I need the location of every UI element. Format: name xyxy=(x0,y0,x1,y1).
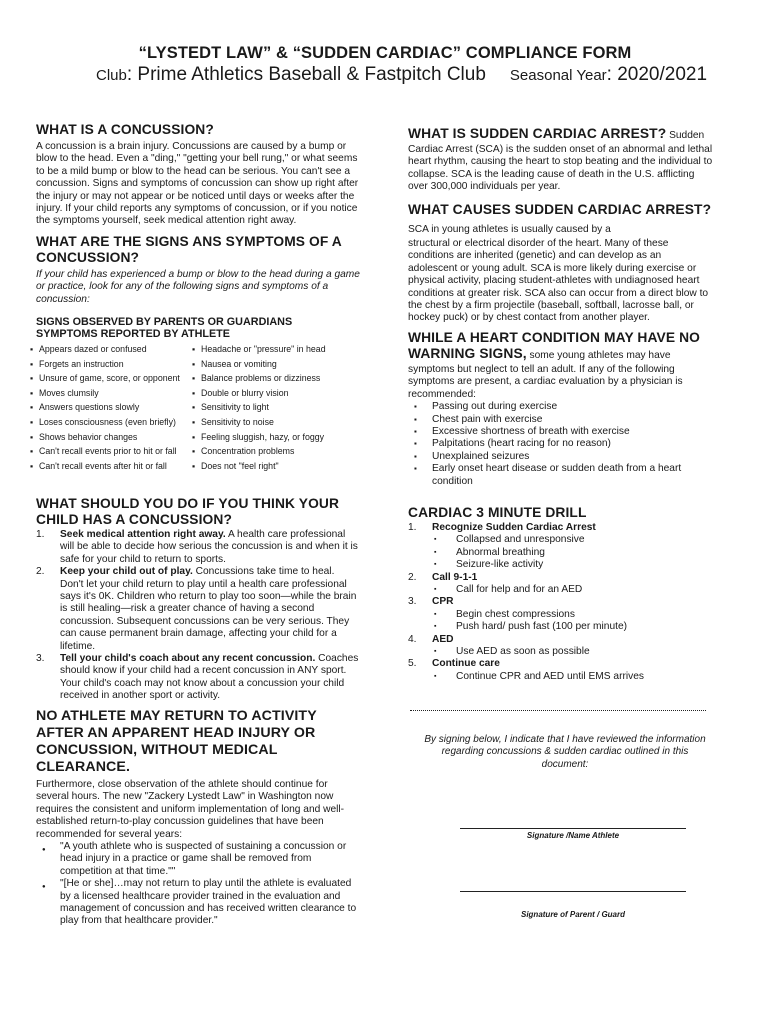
list-item-label: Double or blurry vision xyxy=(201,387,289,398)
causes-heading-block xyxy=(408,202,713,238)
list-item xyxy=(408,401,713,413)
list-item xyxy=(192,446,362,457)
warning-body: symptoms but neglect to tell an adult. If any of the following symptoms are present, a cardiac evaluation by a physician is recommended: xyxy=(408,364,683,400)
bullet-icon: ● xyxy=(42,847,46,854)
list-item xyxy=(408,534,713,546)
list-item-label: Appears dazed or confused xyxy=(39,344,147,354)
list-item xyxy=(30,402,188,413)
list-item xyxy=(408,559,713,571)
list-item-label: Forgets an instruction xyxy=(39,358,124,369)
drill-step xyxy=(408,596,713,608)
what-to-do-section xyxy=(36,496,360,703)
warning-heading-tail: some young athletes may have xyxy=(526,350,671,361)
list-item xyxy=(30,388,188,399)
what-to-do-list xyxy=(36,529,360,703)
list-item-label: Shows behavior changes xyxy=(39,431,138,442)
list-item xyxy=(192,417,362,428)
list-item xyxy=(36,878,360,928)
bullet-icon: ▪ xyxy=(30,402,34,413)
list-item-title: Keep your child out of play. xyxy=(60,566,193,578)
bullet-icon: ▪ xyxy=(434,586,437,594)
club-label: Club xyxy=(96,67,127,84)
bullet-icon: ▪ xyxy=(30,460,34,471)
list-item-label: Use AED as soon as possible xyxy=(456,646,590,658)
signs-intro: If your child has experienced a bump or blow to the head during a game or practice, look for any of the following signs and symptoms of a concussion: xyxy=(36,269,360,305)
list-item-label: Push hard/ push fast (100 per minute) xyxy=(456,621,628,633)
signs-subheading: SIGNS OBSERVED BY PARENTS OR GUARDIANS SYMPTOMS REPORTED BY ATHLETE xyxy=(36,316,293,341)
list-item-text: Concussions take time to heal. Don't let your child return to play until a health care professional says it's 0K. Children who return to play too soon—while the brain is still healing—risk a greater chance of having a second concussion. Subsequent concussions can be very serious. They can cause permanent brain damage, affecting your child for a lifetime. xyxy=(60,566,357,652)
list-item xyxy=(30,417,188,428)
signs-subheading-block xyxy=(36,316,336,341)
list-item-label: Passing out during exercise xyxy=(432,401,558,413)
sca-heading-tail: Sudden xyxy=(666,130,705,141)
drill-step-label: Continue care xyxy=(432,658,500,670)
bullet-icon: ▪ xyxy=(434,623,437,631)
list-item xyxy=(192,359,362,370)
list-item-text: A health care professional will be able to decide how serious the concussion is and when it is safe for your child to return to sports. xyxy=(60,529,358,565)
no-return-section xyxy=(36,708,360,928)
list-item xyxy=(30,359,188,370)
list-item-label: Does not "feel right" xyxy=(201,460,279,471)
drill-heading: CARDIAC 3 MINUTE DRILL xyxy=(408,505,587,520)
list-item-label: Collapsed and unresponsive xyxy=(456,534,585,546)
bullet-icon: ▪ xyxy=(30,431,34,442)
sca-body: Cardiac Arrest (SCA) is the sudden onset of an abnormal and lethal heart rhythm, causing the heart to stop beating and the individual to collapse. SCA is the leading cause of death in the U.S. afflicting over 300,000 individuals per year. xyxy=(408,144,713,193)
causes-heading-tail: SCA in young athletes is usually caused by a xyxy=(408,224,611,235)
list-item-label: Continue CPR and AED until EMS arrives xyxy=(456,670,644,682)
bullet-icon: ▪ xyxy=(414,451,417,461)
year-value: : 2020/2021 xyxy=(606,64,708,85)
list-item xyxy=(30,446,188,457)
warning-heading: WHILE A HEART CONDITION MAY HAVE NO WARNING SIGNS, xyxy=(408,330,700,361)
bullet-icon: ▪ xyxy=(434,536,437,544)
bullet-icon: ▪ xyxy=(30,417,34,427)
drill-step-label: CPR xyxy=(432,596,454,608)
list-item-label: "[He or she]…may not return to play until the athlete is evaluated by a licensed healthcare provider trained in the evaluation and management of concussion and has received written clearance to play from that healthcare provider." xyxy=(60,878,357,927)
drill-step-number: 4. xyxy=(408,633,417,645)
bullet-icon: ▪ xyxy=(414,464,417,474)
bullet-icon: ● xyxy=(42,884,46,891)
drill-step-number: 2. xyxy=(408,571,417,583)
list-item-number: 3. xyxy=(36,653,45,665)
no-return-bullets xyxy=(36,841,360,928)
list-item-label: Palpitations (heart racing for no reason) xyxy=(432,438,611,450)
list-item xyxy=(408,671,713,683)
form-title: “LYSTEDT LAW” & “SUDDEN CARDIAC” COMPLIANCE FORM xyxy=(138,44,632,62)
list-item-label: Balance problems or dizziness xyxy=(201,373,321,384)
list-item-label: Answers questions slowly xyxy=(39,402,140,413)
bullet-icon: ▪ xyxy=(434,548,437,556)
list-item-label: Can't recall events after hit or fall xyxy=(39,460,167,471)
list-item xyxy=(36,566,360,653)
list-item xyxy=(192,373,362,384)
list-item xyxy=(408,414,713,426)
drill-step-number: 5. xyxy=(408,658,417,670)
bullet-icon: ▪ xyxy=(192,402,196,413)
drill-list xyxy=(408,522,713,683)
list-item xyxy=(36,653,360,703)
list-item xyxy=(36,529,360,566)
bullet-icon: ▪ xyxy=(434,648,437,656)
concussion-heading: WHAT IS A CONCUSSION? xyxy=(36,122,214,137)
bullet-icon: ▪ xyxy=(192,373,196,384)
drill-step xyxy=(408,522,713,534)
list-item xyxy=(30,432,188,443)
bullet-icon: ▪ xyxy=(434,561,437,569)
causes-heading: WHAT CAUSES SUDDEN CARDIAC ARREST? xyxy=(408,202,712,217)
parent-signature-label: Signature of Parent / Guard xyxy=(520,910,625,919)
bullet-icon: ▪ xyxy=(434,610,437,618)
list-item-label: Can't recall events prior to hit or fall xyxy=(39,446,177,457)
drill-step xyxy=(408,658,713,670)
signs-section xyxy=(36,234,360,306)
bullet-icon: ▪ xyxy=(192,344,196,354)
list-item-label: Call for help and for an AED xyxy=(456,584,583,596)
list-item xyxy=(408,451,713,463)
list-item-label: Loses consciousness (even briefly) xyxy=(39,417,176,427)
list-item xyxy=(192,388,362,399)
list-item-text: Coaches should know if your child had a recent concussion in ANY sport. Your child's coach may not know about a concussion your child received in another sport or activity. xyxy=(60,653,359,702)
bullet-icon: ▪ xyxy=(30,344,34,354)
bullet-icon: ▪ xyxy=(192,460,196,471)
what-to-do-heading: WHAT SHOULD YOU DO IF YOU THINK YOUR CHILD HAS A CONCUSSION? xyxy=(36,496,340,527)
drill-step-label: AED xyxy=(432,633,454,645)
list-item-label: Headache or "pressure" in head xyxy=(201,344,326,354)
list-item-number: 1. xyxy=(36,529,45,540)
athlete-signature-label: Signature /Name Athlete xyxy=(526,831,620,840)
list-item-label: Sensitivity to light xyxy=(201,402,269,413)
bullet-icon: ▪ xyxy=(414,414,417,424)
drill-step-label: Call 9-1-1 xyxy=(432,571,478,583)
causes-body: structural or electrical disorder of the heart. Many of these conditions are inherited (genetic) and can develop as an adolescent or young adult. SCA is more likely during exercise or physical activity, placing student-athletes with undiagnosed heart conditions at greater risk. SCA also can occur from a direct blow to the chest by a firm projectile (baseball, softball, lacrosse ball, or hockey puck) or by chest contact from another player. xyxy=(408,238,709,324)
bullet-icon: ▪ xyxy=(192,417,196,427)
list-item xyxy=(30,373,188,384)
list-item xyxy=(192,432,362,443)
bullet-icon: ▪ xyxy=(434,672,437,680)
list-item-label: Seizure-like activity xyxy=(456,559,544,571)
athlete-signature-line[interactable] xyxy=(460,828,686,829)
list-item-label: Moves clumsily xyxy=(39,387,99,398)
list-item xyxy=(192,402,362,413)
list-item-number: 2. xyxy=(36,566,45,578)
list-item xyxy=(192,461,362,472)
concussion-section xyxy=(36,122,360,228)
drill-step xyxy=(408,572,713,584)
bullet-icon: ▪ xyxy=(30,387,34,398)
club-line xyxy=(96,64,707,86)
list-item xyxy=(30,461,188,472)
club-value: : Prime Athletics Baseball & Fastpitch Club xyxy=(126,64,486,85)
list-item xyxy=(408,426,713,438)
no-return-body: Furthermore, close observation of the athlete should continue for several hours. The new "Zackery Lystedt Law" in Washington now requires the consistent and uniform implementation of long and well-established return-to-play concussion guidelines that have been recommended for several years: xyxy=(36,779,345,840)
list-item xyxy=(192,344,362,355)
list-item-label: Sensitivity to noise xyxy=(201,417,274,427)
drill-section xyxy=(408,505,713,683)
list-item-label: Unexplained seizures xyxy=(432,450,530,462)
causes-section xyxy=(408,202,713,325)
parent-signature-line[interactable] xyxy=(460,891,686,892)
bullet-icon: ▪ xyxy=(30,358,34,369)
bullet-icon: ▪ xyxy=(414,439,417,449)
bullet-icon: ▪ xyxy=(192,446,196,457)
bullet-icon: ▪ xyxy=(30,446,34,457)
no-return-heading: NO ATHLETE MAY RETURN TO ACTIVITY AFTER AN APPARENT HEAD INJURY OR CONCUSSION, WITHOUT MEDICAL CLEARANCE. xyxy=(36,708,317,775)
list-item-label: Nausea or vomiting xyxy=(201,358,277,369)
signature-statement: By signing below, I indicate that I have reviewed the information regarding concussions & sudden cardiac outlined in this document: xyxy=(424,734,706,770)
sca-heading: WHAT IS SUDDEN CARDIAC ARREST? xyxy=(408,126,667,141)
divider-line xyxy=(410,710,706,711)
list-item-label: Feeling sluggish, hazy, or foggy xyxy=(201,431,325,442)
list-item xyxy=(30,344,188,355)
drill-step-number: 1. xyxy=(408,522,417,533)
drill-step-number: 3. xyxy=(408,596,417,608)
year-label: Seasonal Year xyxy=(509,67,607,84)
list-item-title: Seek medical attention right away. xyxy=(60,529,226,540)
list-item xyxy=(408,646,713,658)
warning-section xyxy=(408,330,713,488)
list-item xyxy=(408,547,713,559)
list-item xyxy=(36,841,360,878)
bullet-icon: ▪ xyxy=(414,402,417,412)
list-item xyxy=(408,609,713,621)
list-item xyxy=(408,463,713,488)
signs-heading: WHAT ARE THE SIGNS ANS SYMPTOMS OF A CONCUSSION? xyxy=(36,234,342,265)
list-item xyxy=(408,438,713,450)
list-item xyxy=(408,621,713,633)
list-item-label: "A youth athlete who is suspected of sustaining a concussion or head injury in a practice or game shall be removed from competition at that time."" xyxy=(60,841,347,877)
list-item-label: Excessive shortness of breath with exercise xyxy=(432,426,630,438)
bullet-icon: ▪ xyxy=(30,373,34,384)
list-item-label: Unsure of game, score, or opponent xyxy=(39,373,180,384)
drill-step-label: Recognize Sudden Cardiac Arrest xyxy=(432,522,596,533)
list-item-label: Chest pain with exercise xyxy=(432,413,543,425)
bullet-icon: ▪ xyxy=(414,427,417,437)
sca-section xyxy=(408,126,713,194)
concussion-body: A concussion is a brain injury. Concussions are caused by a bump or blow to the head. Even a "ding," "getting your bell rung," or what seems to be a mild bump or blow to the head can be serious. You can't see a concussion. Signs and symptoms of concussion can show up right after the injury or may not appear or be noticed until days or weeks after the injury. If your child reports any symptoms of concussion, or if you notice the symptoms yourself, seek medical attention right away. xyxy=(36,141,359,227)
list-item-label: Early onset heart disease or sudden death from a heart condition xyxy=(432,463,682,487)
list-item-title: Tell your child's coach about any recent concussion. xyxy=(60,653,316,665)
bullet-icon: ▪ xyxy=(192,358,196,369)
bullet-icon: ▪ xyxy=(192,431,196,442)
bullet-icon: ▪ xyxy=(192,387,196,398)
warning-bullets xyxy=(408,401,713,488)
list-item xyxy=(408,584,713,596)
drill-step xyxy=(408,634,713,646)
list-item-label: Concentration problems xyxy=(201,446,295,457)
list-item-label: Abnormal breathing xyxy=(456,546,545,558)
list-item-label: Begin chest compressions xyxy=(456,608,575,620)
